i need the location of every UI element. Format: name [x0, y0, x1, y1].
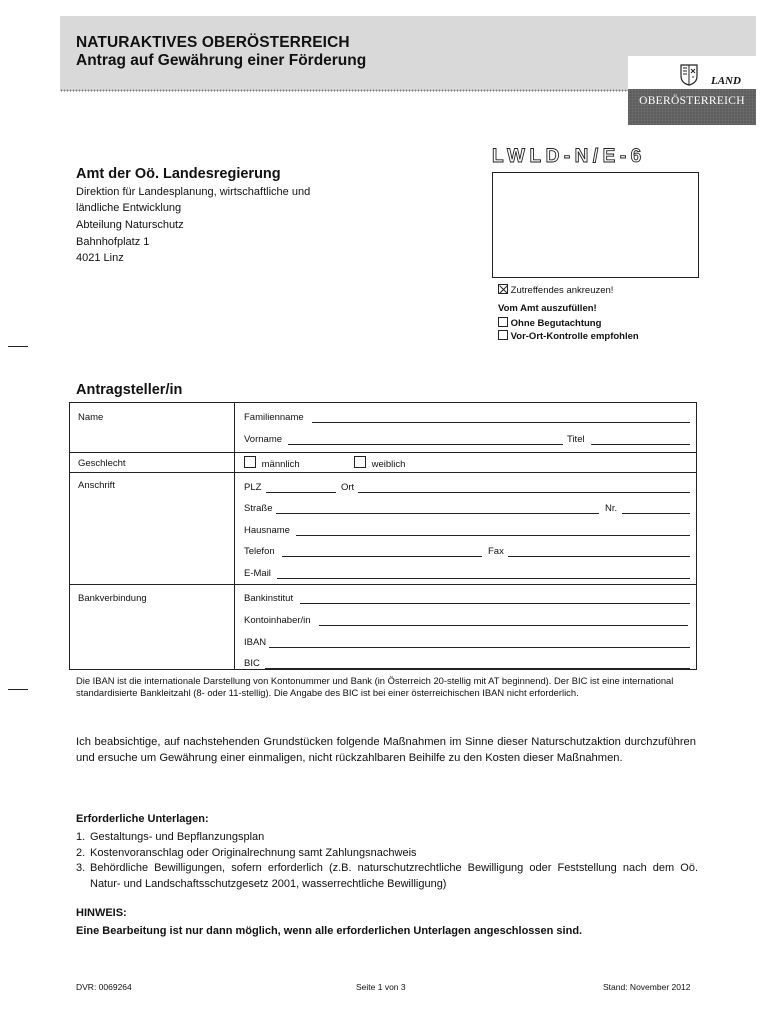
- authority-city: 4021 Linz: [76, 252, 124, 264]
- requirements-list: [76, 830, 698, 892]
- applicant-section-title: Antragsteller/in: [76, 382, 183, 398]
- no-review-label: Ohne Begutachtung: [510, 318, 602, 329]
- site-check-checkbox[interactable]: [498, 330, 508, 340]
- authority-street: Bahnhofplatz 1: [76, 236, 150, 248]
- bic-label: BIC: [244, 658, 260, 669]
- female-checkbox[interactable]: [354, 456, 366, 468]
- title-field[interactable]: [591, 444, 690, 445]
- firstname-label: Vorname: [244, 434, 283, 445]
- gender-female-option: [354, 456, 405, 470]
- address-row-label: Anschrift: [78, 480, 115, 491]
- zip-field[interactable]: [266, 492, 336, 493]
- checked-box-icon: [498, 284, 508, 294]
- footer-page-number: Seite 1 von 3: [356, 982, 406, 992]
- row-divider: [69, 584, 697, 585]
- list-item: [76, 830, 698, 846]
- bank-institute-label: Bankinstitut: [244, 593, 294, 604]
- list-item-text: Gestaltungs- und Bepflanzungsplan: [90, 831, 265, 843]
- notice-text: Eine Bearbeitung ist nur dann möglich, wenn alle erforderlichen Unterlagen angeschlossen sind.: [76, 925, 583, 937]
- male-label: männlich: [261, 459, 300, 470]
- gender-row-label: Geschlecht: [78, 458, 126, 469]
- place-field[interactable]: [358, 492, 690, 493]
- email-field[interactable]: [277, 578, 690, 579]
- page-title: NATURAKTIVES OBERÖSTERREICH: [76, 34, 350, 51]
- notice-title: HINWEIS:: [76, 907, 127, 919]
- title-label: Titel: [567, 434, 585, 445]
- row-divider: [69, 472, 697, 473]
- office-option-no-review: [498, 317, 601, 329]
- applicant-table: [69, 402, 697, 670]
- list-item-number: 3.: [76, 862, 86, 874]
- number-field[interactable]: [622, 513, 690, 514]
- requirements-title: Erforderliche Unterlagen:: [76, 813, 209, 825]
- bank-institute-field[interactable]: [300, 603, 690, 604]
- surname-field[interactable]: [312, 422, 690, 423]
- list-item-text: Kostenvoranschlag oder Originalrechnung samt Zahlungsnachweis: [90, 846, 417, 859]
- form-code: LWLD-N/E-6: [492, 146, 646, 167]
- site-check-label: Vor-Ort-Kontrolle empfohlen: [510, 331, 639, 342]
- logo-region-text: OBERÖSTERREICH: [639, 95, 745, 107]
- place-label: Ort: [341, 482, 355, 493]
- bic-field[interactable]: [265, 668, 690, 669]
- housename-label: Hausname: [244, 525, 290, 536]
- account-holder-field[interactable]: [319, 625, 688, 626]
- check-hint-text: Zutreffendes ankreuzen!: [510, 285, 614, 296]
- intent-paragraph: Ich beabsichtige, auf nachstehenden Grundstücken folgende Maßnahmen im Sinne dieser Naturschutzaktion durchzuführen und ersuche um Gewährung einer einmaligen, nicht rückzahlbaren Beihilfe zu den Kosten dieser Maßnahmen.: [76, 736, 696, 764]
- office-option-site-check: [498, 330, 639, 342]
- authority-department: Abteilung Naturschutz: [76, 219, 184, 231]
- footer-dvr: DVR: 0069264: [76, 982, 132, 992]
- female-label: weiblich: [371, 459, 406, 470]
- list-item-number: 1.: [76, 831, 86, 843]
- bank-row-label: Bankverbindung: [78, 593, 147, 604]
- email-label: E-Mail: [244, 568, 271, 579]
- authority-name: Amt der Oö. Landesregierung: [76, 166, 281, 182]
- account-holder-label: Kontoinhaber/in: [244, 615, 311, 626]
- stamp-box: [492, 172, 699, 278]
- authority-directorate-line2: ländliche Entwicklung: [76, 202, 182, 214]
- firstname-field[interactable]: [288, 444, 563, 445]
- list-item-number: 2.: [76, 846, 86, 859]
- authority-directorate-line1: Direktion für Landesplanung, wirtschaftliche und: [76, 186, 311, 198]
- footer-status: Stand: November 2012: [603, 982, 691, 992]
- phone-label: Telefon: [244, 546, 275, 557]
- logo-land-text: LAND: [711, 75, 741, 87]
- street-label: Straße: [244, 503, 273, 514]
- number-label: Nr.: [605, 503, 618, 514]
- fold-mark: [8, 346, 28, 347]
- housename-field[interactable]: [296, 535, 690, 536]
- check-hint: [498, 284, 613, 296]
- surname-label: Familienname: [244, 412, 304, 423]
- fold-mark: [8, 689, 28, 690]
- row-divider: [69, 452, 697, 453]
- phone-field[interactable]: [282, 556, 482, 557]
- iban-field[interactable]: [269, 647, 690, 648]
- street-field[interactable]: [276, 513, 599, 514]
- fax-label: Fax: [488, 546, 504, 557]
- list-item-text: Behördliche Bewilligungen, sofern erforderlich (z.B. naturschutzrechtliche Bewilligung oder Feststellung nach dem Oö. Natur- und Landschaftsschutzgesetz 2001, wasserrechtliche Bewilligung): [90, 862, 698, 890]
- list-item: [76, 861, 698, 892]
- no-review-checkbox[interactable]: [498, 317, 508, 327]
- table-divider: [234, 402, 235, 670]
- iban-note: Die IBAN ist die internationale Darstellung von Kontonummer und Bank (in Österreich 20-stellig mit AT beginnend). Der BIC ist eine international standardisierte Bankleitzahl (8- oder 11-stellig). Die Angabe des BIC ist bei einer österreichischen IBAN nicht erforderlich.: [76, 675, 674, 698]
- office-use-label: Vom Amt auszufüllen!: [498, 303, 597, 314]
- list-item: [76, 846, 698, 862]
- male-checkbox[interactable]: [244, 456, 256, 468]
- name-row-label: Name: [78, 412, 104, 423]
- page-subtitle: Antrag auf Gewährung einer Förderung: [76, 52, 367, 69]
- coat-of-arms-icon: [680, 64, 698, 86]
- zip-label: PLZ: [244, 482, 262, 493]
- fax-field[interactable]: [508, 556, 690, 557]
- gender-male-option: [244, 456, 300, 470]
- iban-label: IBAN: [244, 637, 267, 648]
